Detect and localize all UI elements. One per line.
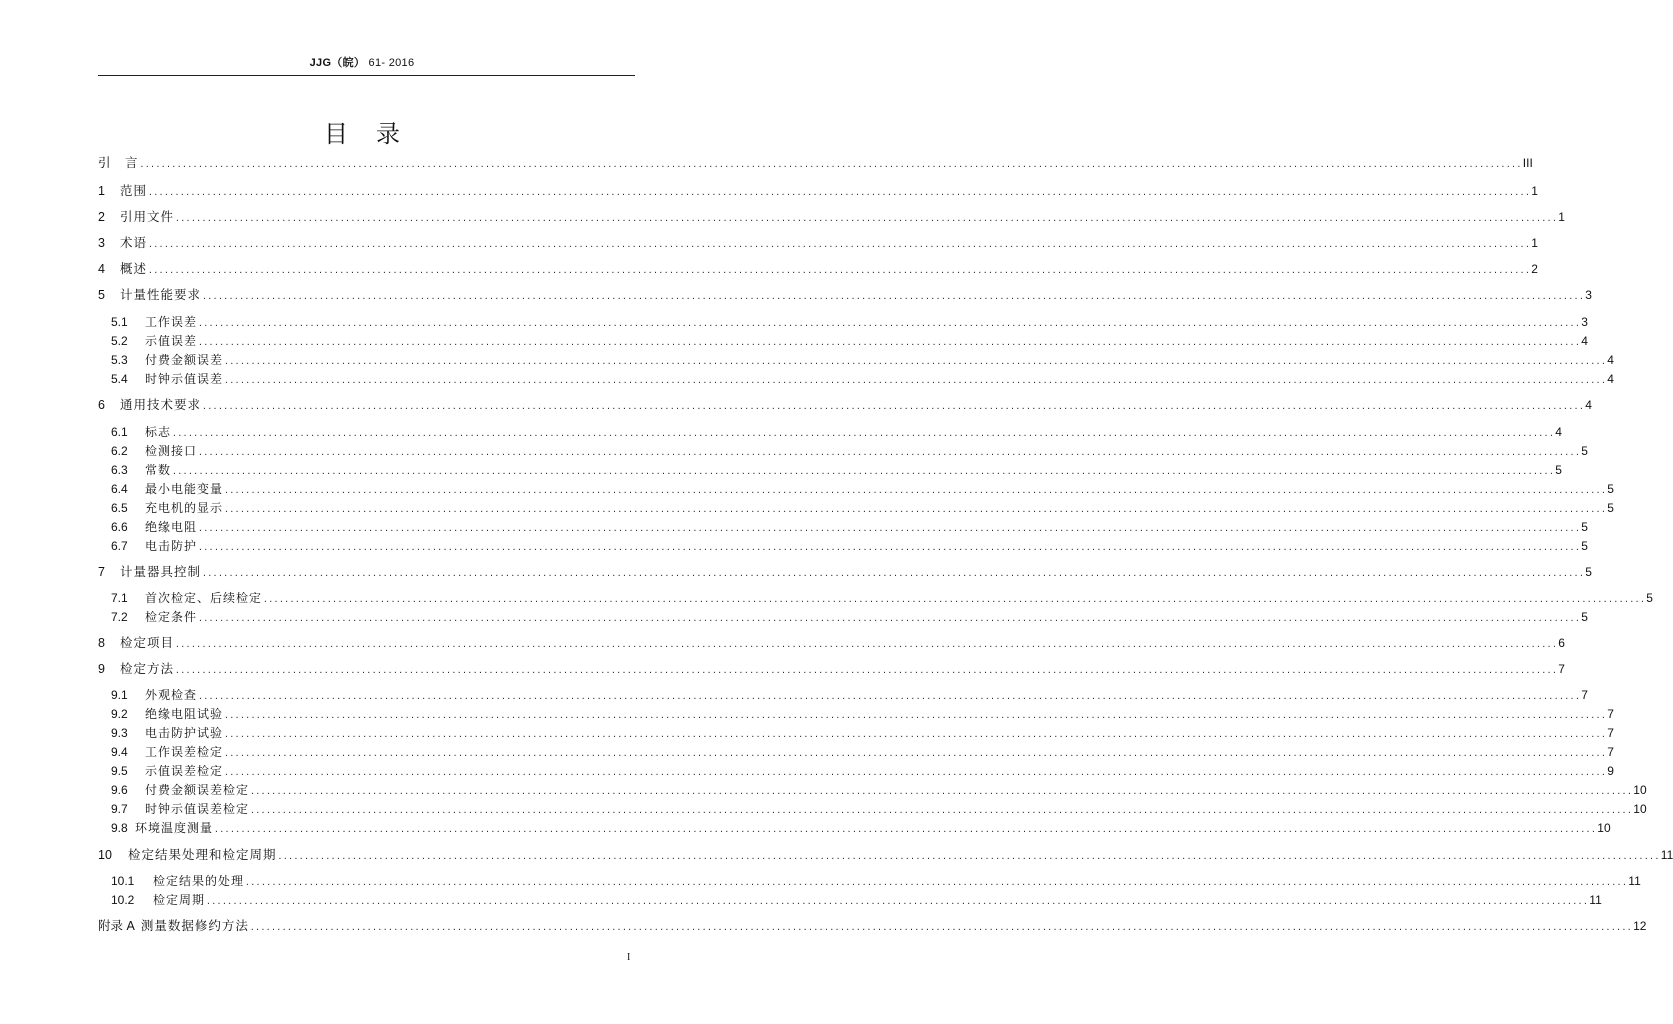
toc-entry-9-5[interactable] <box>111 763 1614 781</box>
toc-entry-7-2[interactable] <box>111 609 1588 627</box>
toc-entry-number: 5.4 <box>111 372 128 386</box>
toc-entry-6[interactable] <box>98 397 1592 415</box>
toc-entry-6-5[interactable] <box>111 500 1614 518</box>
toc-leader: .................................................................................................................................................................................................................................................................... <box>224 357 1607 366</box>
toc-entry-8[interactable] <box>98 635 1565 653</box>
toc-entry-10[interactable] <box>98 847 1673 865</box>
toc-leader: .................................................................................................................................................................................................................................................................... <box>249 923 1633 932</box>
toc-entry-page: 9 <box>1607 764 1614 778</box>
toc-entry-page: 1 <box>1531 236 1538 250</box>
toc-entry-title: 检定方法 <box>120 661 175 676</box>
toc-leader: .................................................................................................................................................................................................................................................................... <box>148 240 1531 249</box>
toc-entry-title: 引 言 <box>98 155 139 170</box>
toc-entry-9-6[interactable] <box>111 782 1647 800</box>
toc-entry-page: 5 <box>1581 610 1588 624</box>
toc-entry-title: 检定条件 <box>145 610 198 624</box>
standard-number: 61- 2016 <box>365 57 415 69</box>
toc-entry-page: 5 <box>1646 591 1653 605</box>
toc-entry-title: 示值误差 <box>145 334 198 348</box>
toc-entry-title: 计量器具控制 <box>120 564 202 579</box>
toc-entry-5[interactable] <box>98 287 1592 305</box>
toc-entry-preface[interactable] <box>98 155 1533 173</box>
toc-entry-9-1[interactable] <box>111 687 1588 705</box>
toc-leader: .................................................................................................................................................................................................................................................................... <box>224 711 1607 720</box>
page-number: I <box>627 952 631 963</box>
toc-entry-number: 9.2 <box>111 707 128 721</box>
toc-entry-title: 绝缘电阻试验 <box>145 707 224 721</box>
toc-entry-title: 检定结果的处理 <box>153 874 245 888</box>
toc-entry-title: 检定周期 <box>153 893 206 907</box>
toc-entry-page: 4 <box>1607 353 1614 367</box>
toc-entry-number: 9.1 <box>111 688 128 702</box>
toc-leader: .................................................................................................................................................................................................................................................................... <box>224 486 1607 495</box>
toc-entry-page: 10 <box>1633 783 1647 797</box>
toc-entry-page: 4 <box>1581 334 1588 348</box>
toc-entry-5-2[interactable] <box>111 333 1588 351</box>
toc-leader: .................................................................................................................................................................................................................................................................... <box>224 730 1607 739</box>
toc-entry-number: 3 <box>98 236 105 250</box>
toc-entry-page: 1 <box>1531 184 1538 198</box>
toc-entry-number: 10 <box>98 848 112 862</box>
toc-entry-page: 5 <box>1555 463 1562 477</box>
toc-entry-6-4[interactable] <box>111 481 1614 499</box>
toc-leader: .................................................................................................................................................................................................................................................................... <box>250 787 1633 796</box>
toc-entry-page: III <box>1522 156 1533 170</box>
toc-entry-page: 10 <box>1597 821 1611 835</box>
toc-entry-7[interactable] <box>98 564 1592 582</box>
toc-leader: .................................................................................................................................................................................................................................................................... <box>224 768 1607 777</box>
toc-entry-number: 9.4 <box>111 745 128 759</box>
toc-entry-number: 附录 A <box>98 919 135 933</box>
toc-leader: .................................................................................................................................................................................................................................................................... <box>172 467 1555 476</box>
toc-entry-title: 范围 <box>120 183 148 198</box>
toc-leader: .................................................................................................................................................................................................................................................................... <box>172 429 1555 438</box>
toc-leader: .................................................................................................................................................................................................................................................................... <box>250 806 1633 815</box>
toc-entry-title: 引用文件 <box>120 209 175 224</box>
toc-entry-number: 9.7 <box>111 802 128 816</box>
toc-leader: .................................................................................................................................................................................................................................................................... <box>175 666 1558 675</box>
toc-entry-1[interactable] <box>98 183 1538 201</box>
toc-entry-page: 7 <box>1558 662 1565 676</box>
toc-entry-9-3[interactable] <box>111 725 1614 743</box>
toc-entry-title: 通用技术要求 <box>120 397 202 412</box>
toc-entry-page: 4 <box>1607 372 1614 386</box>
toc-entry-title: 术语 <box>120 235 148 250</box>
toc-leader: .................................................................................................................................................................................................................................................................... <box>148 188 1531 197</box>
toc-leader: .................................................................................................................................................................................................................................................................... <box>277 852 1660 861</box>
toc-entry-6-3[interactable] <box>111 462 1562 480</box>
toc-entry-page: 7 <box>1607 745 1614 759</box>
toc-entry-number: 6.1 <box>111 425 128 439</box>
toc-entry-title: 检测接口 <box>145 444 198 458</box>
toc-entry-page: 5 <box>1585 565 1592 579</box>
toc-leader: .................................................................................................................................................................................................................................................................... <box>263 595 1646 604</box>
toc-leader: .................................................................................................................................................................................................................................................................... <box>202 402 1585 411</box>
toc-entry-page: 4 <box>1585 398 1592 412</box>
toc-entry-number: 2 <box>98 210 105 224</box>
toc-entry-title: 示值误差检定 <box>145 764 224 778</box>
toc-entry-title: 最小电能变量 <box>145 482 224 496</box>
toc-entry-6-1[interactable] <box>111 424 1562 442</box>
toc-entry-number: 6.4 <box>111 482 128 496</box>
toc-entry-number: 6 <box>98 398 105 412</box>
toc-entry-number: 4 <box>98 262 105 276</box>
toc-leader: .................................................................................................................................................................................................................................................................... <box>224 376 1607 385</box>
toc-entry-title: 常数 <box>145 463 172 477</box>
toc-leader: .................................................................................................................................................................................................................................................................... <box>175 214 1558 223</box>
toc-entry-title: 工作误差 <box>145 315 198 329</box>
toc-entry-title: 电击防护 <box>145 539 198 553</box>
toc-entry-title: 工作误差检定 <box>145 745 224 759</box>
toc-entry-9-4[interactable] <box>111 744 1614 762</box>
toc-entry-number: 6.6 <box>111 520 128 534</box>
toc-entry-6-6[interactable] <box>111 519 1588 537</box>
toc-entry-title: 环境温度测量 <box>135 821 214 835</box>
toc-entry-number: 5.3 <box>111 353 128 367</box>
toc-entry-title: 时钟示值误差 <box>145 372 224 386</box>
toc-entry-title: 绝缘电阻 <box>145 520 198 534</box>
toc-entry-number: 9.5 <box>111 764 128 778</box>
toc-entry-page: 5 <box>1581 520 1588 534</box>
toc-entry-title: 电击防护试验 <box>145 726 224 740</box>
toc-entry-title: 检定结果处理和检定周期 <box>128 847 277 862</box>
toc-entry-10-2[interactable] <box>111 892 1602 910</box>
toc-leader: .................................................................................................................................................................................................................................................................... <box>198 614 1581 623</box>
toc-entry-number: 5.1 <box>111 315 128 329</box>
toc-entry-page: 5 <box>1581 539 1588 553</box>
toc-entry-4[interactable] <box>98 261 1538 279</box>
toc-entry-9-7[interactable] <box>111 801 1647 819</box>
toc-leader: .................................................................................................................................................................................................................................................................... <box>198 448 1581 457</box>
toc-entry-title: 测量数据修约方法 <box>140 918 249 933</box>
toc-entry-number: 9 <box>98 662 105 676</box>
toc-entry-appendix-a[interactable] <box>98 918 1647 936</box>
toc-entry-number: 1 <box>98 184 105 198</box>
toc-entry-title: 付费金额误差检定 <box>145 783 250 797</box>
toc-entry-number: 5.2 <box>111 334 128 348</box>
toc-entry-title: 充电机的显示 <box>145 501 224 515</box>
toc-entry-page: 12 <box>1633 919 1647 933</box>
toc-entry-page: 7 <box>1581 688 1588 702</box>
toc-entry-page: 1 <box>1558 210 1565 224</box>
page-title: 目录 <box>324 120 428 148</box>
toc-entry-title: 时钟示值误差检定 <box>145 802 250 816</box>
toc-entry-page: 3 <box>1585 288 1592 302</box>
toc-entry-5-3[interactable] <box>111 352 1614 370</box>
toc-entry-6-7[interactable] <box>111 538 1588 556</box>
toc-entry-number: 7.1 <box>111 591 128 605</box>
toc-entry-page: 7 <box>1607 726 1614 740</box>
toc-leader: .................................................................................................................................................................................................................................................................... <box>175 640 1558 649</box>
toc-entry-title: 计量性能要求 <box>120 287 202 302</box>
toc-leader: .................................................................................................................................................................................................................................................................... <box>224 505 1607 514</box>
toc-leader: .................................................................................................................................................................................................................................................................... <box>214 825 1597 834</box>
toc-entry-title: 外观检查 <box>145 688 198 702</box>
toc-entry-9-2[interactable] <box>111 706 1614 724</box>
toc-leader: .................................................................................................................................................................................................................................................................... <box>198 524 1581 533</box>
toc-entry-10-1[interactable] <box>111 873 1641 891</box>
toc-entry-number: 7.2 <box>111 610 128 624</box>
toc-leader: .................................................................................................................................................................................................................................................................... <box>198 319 1581 328</box>
toc-entry-9[interactable] <box>98 661 1565 679</box>
toc-leader: .................................................................................................................................................................................................................................................................... <box>198 543 1581 552</box>
toc-entry-number: 10.1 <box>111 874 135 888</box>
toc-leader: .................................................................................................................................................................................................................................................................... <box>245 878 1628 887</box>
toc-entry-page: 4 <box>1555 425 1562 439</box>
toc-entry-page: 2 <box>1531 262 1538 276</box>
toc-leader: .................................................................................................................................................................................................................................................................... <box>202 292 1585 301</box>
toc-leader: .................................................................................................................................................................................................................................................................... <box>148 266 1531 275</box>
toc-entry-page: 3 <box>1581 315 1588 329</box>
toc-entry-6-2[interactable] <box>111 443 1588 461</box>
toc-entry-page: 5 <box>1607 482 1614 496</box>
toc-leader: .................................................................................................................................................................................................................................................................... <box>139 160 1522 169</box>
toc-leader: .................................................................................................................................................................................................................................................................... <box>202 569 1585 578</box>
toc-entry-number: 9.6 <box>111 783 128 797</box>
toc-entry-number: 6.3 <box>111 463 128 477</box>
toc-leader: .................................................................................................................................................................................................................................................................... <box>206 897 1589 906</box>
toc-entry-9-8[interactable] <box>111 820 1611 838</box>
toc-entry-5-4[interactable] <box>111 371 1614 389</box>
toc-entry-5-1[interactable] <box>111 314 1588 332</box>
toc-entry-page: 11 <box>1628 874 1641 888</box>
standard-code: JJG（皖） <box>309 57 366 69</box>
toc-entry-3[interactable] <box>98 235 1538 253</box>
toc-entry-number: 6.5 <box>111 501 128 515</box>
toc-leader: .................................................................................................................................................................................................................................................................... <box>198 338 1581 347</box>
toc-entry-number: 5 <box>98 288 105 302</box>
toc-entry-page: 11 <box>1660 848 1673 862</box>
toc-entry-title: 标志 <box>145 425 172 439</box>
toc-entry-number: 6.7 <box>111 539 128 553</box>
toc-entry-number: 10.2 <box>111 893 135 907</box>
toc-entry-page: 5 <box>1607 501 1614 515</box>
toc-entry-7-1[interactable] <box>111 590 1653 608</box>
toc-entry-title: 检定项目 <box>120 635 175 650</box>
toc-leader: .................................................................................................................................................................................................................................................................... <box>224 749 1607 758</box>
toc-leader: .................................................................................................................................................................................................................................................................... <box>198 692 1581 701</box>
toc-entry-title: 首次检定、后续检定 <box>145 591 263 605</box>
toc-entry-page: 10 <box>1633 802 1647 816</box>
toc-entry-title: 付费金额误差 <box>145 353 224 367</box>
toc-entry-2[interactable] <box>98 209 1565 227</box>
toc-entry-number: 6.2 <box>111 444 128 458</box>
toc-entry-number: 9.8 <box>111 821 128 835</box>
toc-entry-number: 7 <box>98 565 105 579</box>
toc-entry-number: 9.3 <box>111 726 128 740</box>
toc-entry-page: 7 <box>1607 707 1614 721</box>
toc-entry-page: 6 <box>1558 636 1565 650</box>
toc-entry-number: 8 <box>98 636 105 650</box>
toc-entry-title: 概述 <box>120 261 148 276</box>
toc-entry-page: 11 <box>1589 893 1602 907</box>
toc-entry-page: 5 <box>1581 444 1588 458</box>
